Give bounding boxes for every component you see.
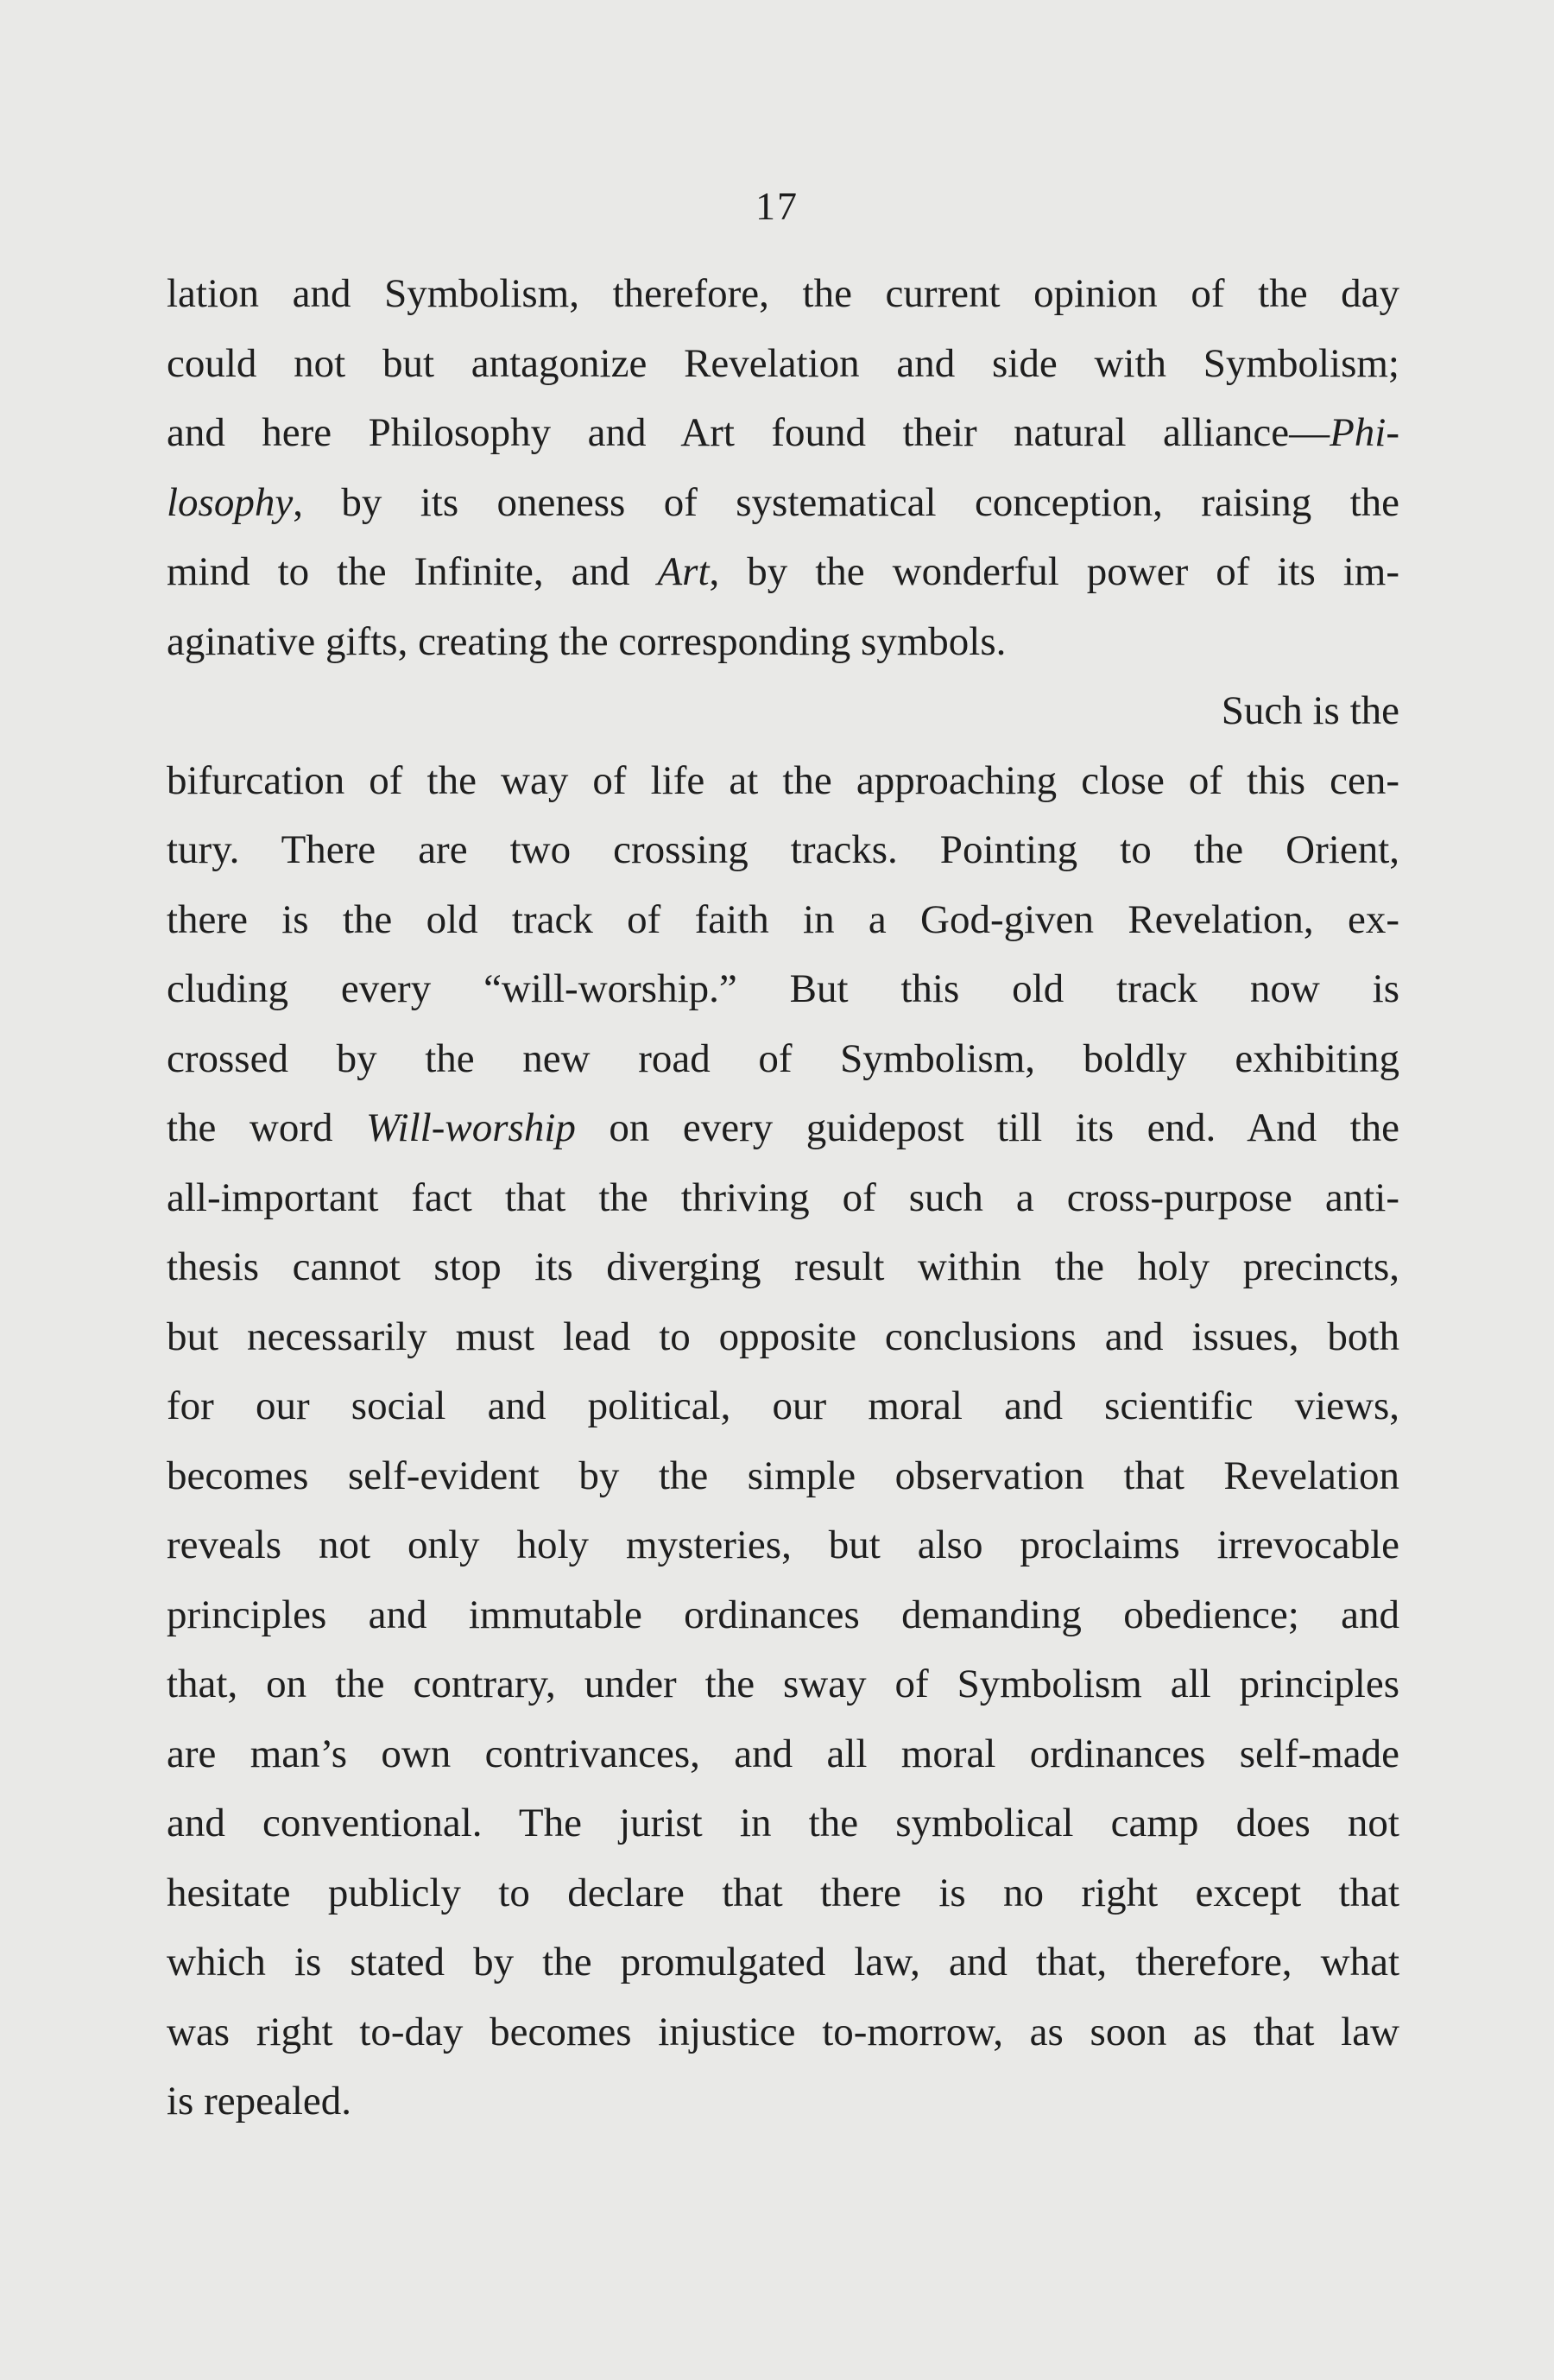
italic-term: losophy <box>167 479 294 525</box>
text-line: thesis cannot stop its diverging result within the holy precincts, <box>167 1244 1399 1289</box>
text-line: losophy, by its oneness of systematical conception, raising the <box>167 479 1399 525</box>
text-line: and conventional. The jurist in the symbolical camp does not <box>167 1801 1399 1845</box>
text-line: could not but antagonize Revelation and side with Symbolism; <box>167 340 1399 386</box>
text-line: that, on the contrary, under the sway of Symbolism all principles <box>167 1662 1399 1706</box>
italic-term: Art <box>657 549 710 594</box>
text-line: all-important fact that the thriving of such a cross-purpose anti- <box>167 1174 1399 1220</box>
page-number: 17 <box>755 184 799 228</box>
text-line: was right to-day becomes injustice to-morrow, as soon as that law <box>167 2009 1399 2054</box>
text-line: mind to the Infinite, and Art, by the wonderful power of its im- <box>167 549 1399 594</box>
text-line: reveals not only holy mysteries, but also proclaims irrevocable <box>167 1522 1399 1567</box>
text-line: Such is the <box>1221 688 1399 733</box>
text-line: crossed by the new road of Symbolism, boldly exhibiting <box>167 1035 1399 1081</box>
text-line: bifurcation of the way of life at the approaching close of this cen- <box>167 757 1399 803</box>
text-line: but necessarily must lead to opposite conclusions and issues, both <box>167 1313 1399 1359</box>
text-line: are man’s own contrivances, and all moral ordinances self-made <box>167 1731 1399 1776</box>
italic-term: Phi- <box>1330 410 1399 455</box>
text-line: the word Will-worship on every guidepost till its end. And the <box>167 1105 1399 1150</box>
text-line: lation and Symbolism, therefore, the current opinion of the day <box>167 271 1399 316</box>
text-line: is repealed. <box>167 2079 352 2124</box>
text-line: principles and immutable ordinances demanding obedience; and <box>167 1592 1399 1637</box>
text-line: aginative gifts, creating the corresponding symbols. <box>167 618 1007 664</box>
body-text <box>167 259 1399 2136</box>
italic-term: Will-worship <box>366 1105 576 1150</box>
text-line: there is the old track of faith in a God-given Revelation, ex- <box>167 896 1399 942</box>
text-line: cluding every “will-worship.” But this old track now is <box>167 966 1399 1011</box>
text-line: tury. There are two crossing tracks. Pointing to the Orient, <box>167 827 1399 872</box>
text-line: which is stated by the promulgated law, and that, therefore, what <box>167 1940 1399 1984</box>
text-line: hesitate publicly to declare that there is no right except that <box>167 1870 1399 1915</box>
text-line: for our social and political, our moral and scientific views, <box>167 1383 1399 1428</box>
text-line: and here Philosophy and Art found their natural alliance—Phi- <box>167 410 1399 455</box>
text-line: becomes self-evident by the simple observation that Revelation <box>167 1453 1399 1498</box>
